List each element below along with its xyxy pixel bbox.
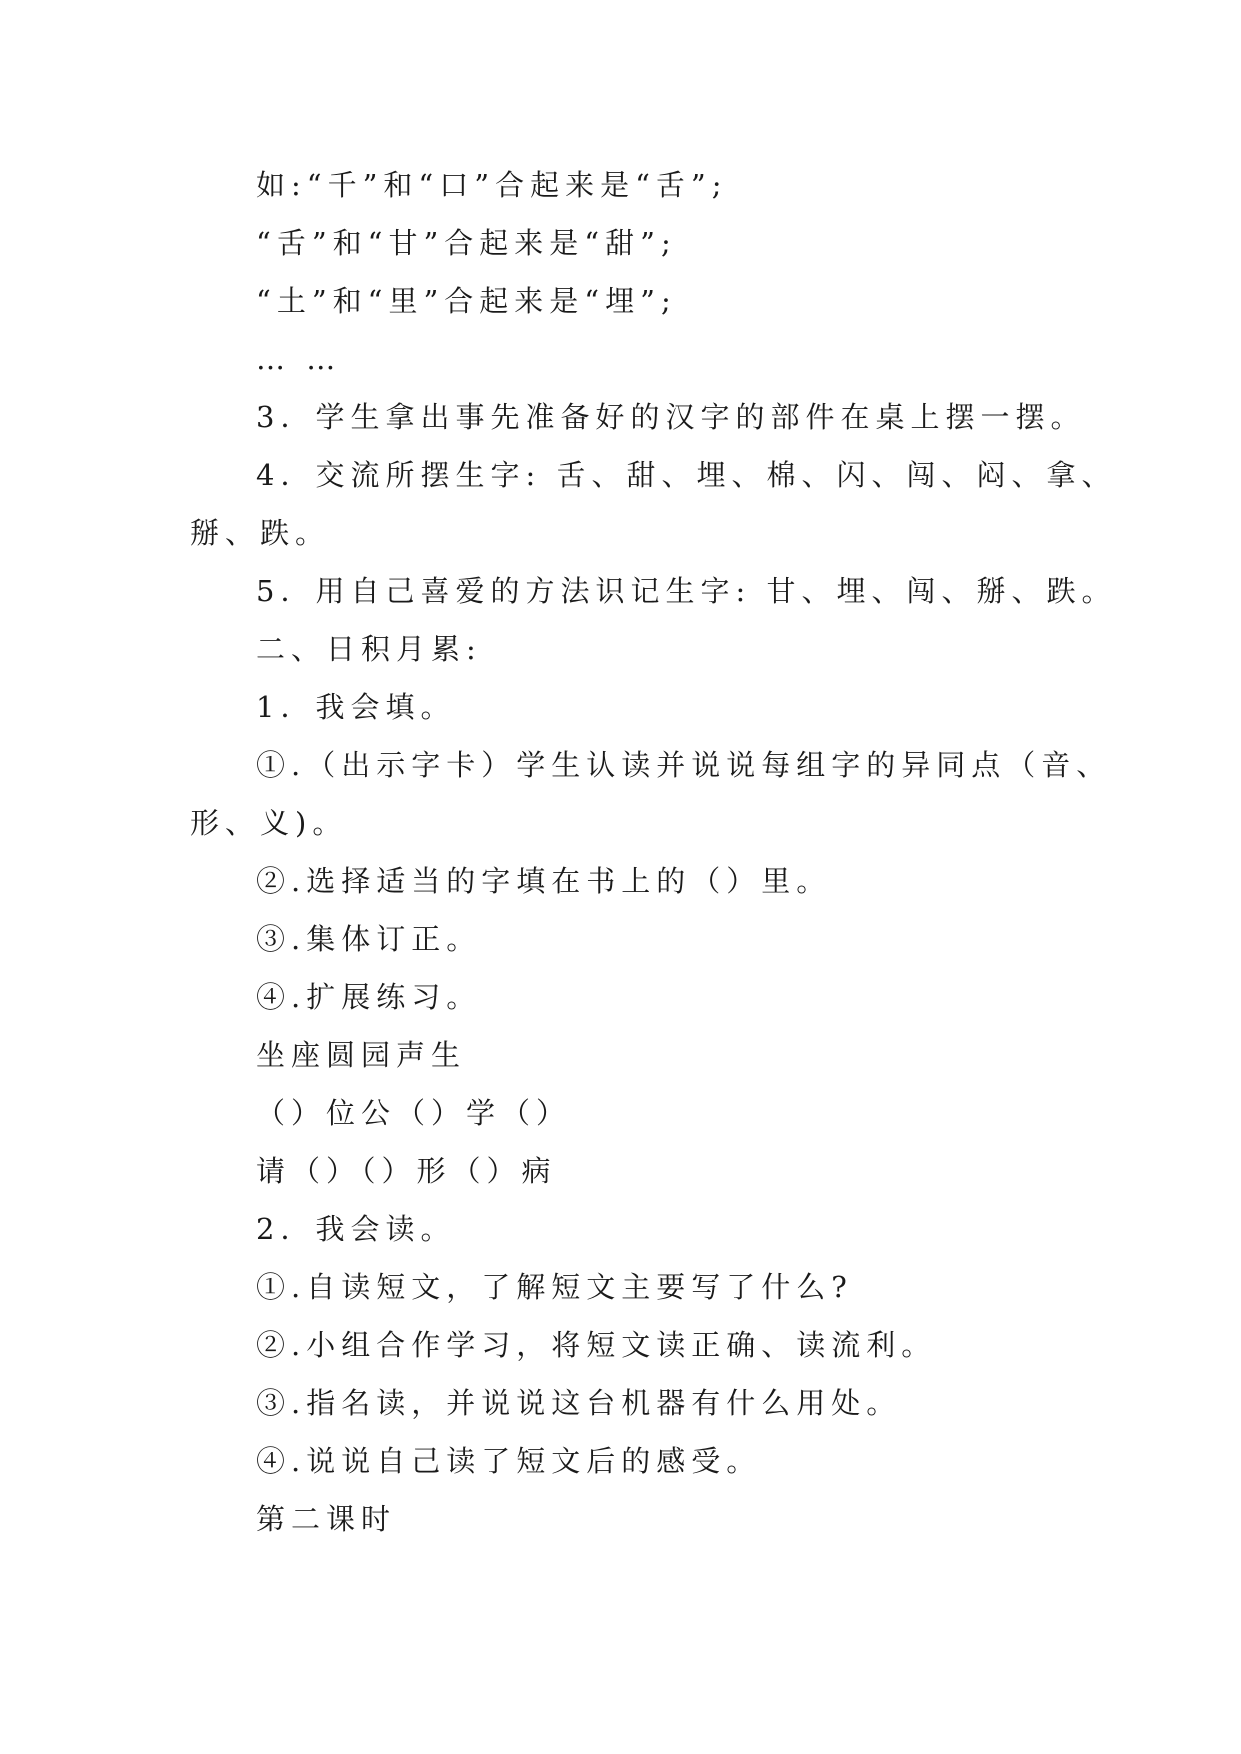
text-line: ①.（出示字卡）学生认读并说说每组字的异同点（音、	[256, 748, 1112, 782]
text-line: “土”和“里”合起来是“埋”;	[256, 284, 677, 318]
text-line: 1．我会填。	[256, 690, 456, 724]
text-line-continuation: 形、义)。	[190, 806, 348, 840]
text-line: ①.自读短文，了解短文主要写了什么?	[256, 1270, 853, 1304]
text-line: 5．用自己喜爱的方法识记生字: 甘、埋、闯、掰、跌。	[256, 574, 1117, 608]
text-line: 4．交流所摆生字: 舌、甜、埋、棉、闪、闯、闷、拿、	[256, 458, 1117, 492]
text-line: “舌”和“甘”合起来是“甜”;	[256, 226, 677, 260]
text-line: ③.指名读，并说说这台机器有什么用处。	[256, 1386, 902, 1420]
text-line: ②.选择适当的字填在书上的（）里。	[256, 864, 832, 898]
text-line: 3．学生拿出事先准备好的汉字的部件在桌上摆一摆。	[256, 400, 1086, 434]
text-line: 2．我会读。	[256, 1212, 456, 1246]
ellipsis-line: … …	[256, 342, 342, 376]
text-line: ④.扩展练习。	[256, 980, 482, 1014]
text-line: ④.说说自己读了短文后的感受。	[256, 1444, 762, 1478]
text-line: 请（）（）形（）病	[256, 1154, 557, 1188]
text-line: 如:“千”和“口”合起来是“舌”;	[256, 168, 728, 202]
section-heading: 二、日积月累:	[256, 632, 482, 666]
text-line: ②.小组合作学习，将短文读正确、读流利。	[256, 1328, 937, 1362]
section-heading: 第二课时	[256, 1502, 397, 1536]
text-line: （）位公（）学（）	[256, 1096, 572, 1130]
text-line: ③.集体订正。	[256, 922, 482, 956]
text-line: 坐座圆园声生	[256, 1038, 467, 1072]
text-line-continuation: 掰、跌。	[190, 516, 331, 550]
